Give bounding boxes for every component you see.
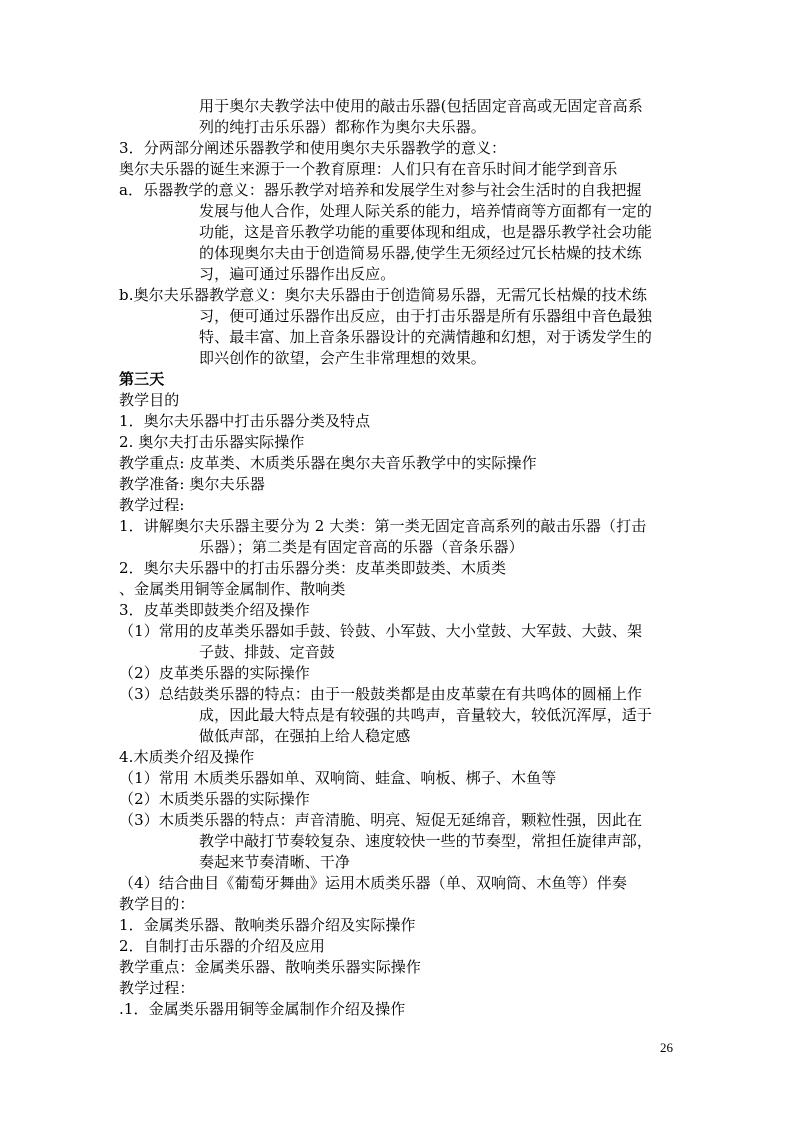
- text-line: 成，因此最大特点是有较强的共鸣声，音量较大，较低沉浑厚，适于: [199, 706, 653, 724]
- text-line: 特、最丰富、加上音条乐器设计的充满情趣和幻想，对于诱发学生的: [199, 328, 653, 346]
- text-line: 、金属类用铜等金属制作、散响类: [119, 580, 346, 598]
- text-line: a．乐器教学的意义：器乐教学对培养和发展学生对参与社会生活时的自我把握: [119, 181, 642, 199]
- text-line: 2．自制打击乐器的介绍及应用: [119, 937, 325, 955]
- text-line: 做低声部，在强拍上给人稳定感: [199, 727, 411, 745]
- text-line: 用于奥尔夫教学法中使用的敲击乐器(包括固定音高或无固定音高系: [199, 97, 643, 115]
- page-number: 26: [660, 1040, 673, 1055]
- text-line: b.奥尔夫乐器教学意义：奥尔夫乐器由于创造简易乐器，无需冗长枯燥的技术练: [119, 286, 647, 304]
- text-line: （2）木质类乐器的实际操作: [119, 790, 310, 808]
- text-line: 2．奥尔夫乐器中的打击乐器分类：皮革类即鼓类、木质类: [119, 559, 507, 577]
- text-line: （1）常用 木质类乐器如单、双响筒、蛙盒、响板、梆子、木鱼等: [119, 769, 557, 787]
- text-line: 3．皮革类即鼓类介绍及操作: [119, 601, 310, 619]
- text-line: 2. 奥尔夫打击乐器实际操作: [119, 433, 305, 451]
- text-line: （3）木质类乐器的特点：声音清脆、明亮、短促无延绵音，颗粒性强，因此在: [119, 811, 643, 829]
- text-line: 1．金属类乐器、散响类乐器介绍及实际操作: [119, 916, 416, 934]
- text-line: 教学目的：: [119, 895, 195, 913]
- text-line: 即兴创作的欲望，会产生非常理想的效果。: [199, 349, 486, 367]
- text-line: 教学过程:: [119, 496, 185, 514]
- text-line: 教学准备: 奥尔夫乐器: [119, 475, 265, 493]
- text-line: 教学中敲打节奏较复杂、速度较快一些的节奏型，常担任旋律声部，: [199, 832, 653, 850]
- text-line: 乐器）；第二类是有固定音高的乐器（音条乐器）: [199, 538, 524, 556]
- text-line: 列的纯打击乐乐器）都称作为奥尔夫乐器。: [199, 118, 486, 136]
- text-line: 发展与他人合作，处理人际关系的能力，培养情商等方面都有一定的: [199, 202, 653, 220]
- text-line: 习，便可通过乐器作出反应，由于打击乐器是所有乐器组中音色最独: [199, 307, 653, 325]
- text-line: 3．分两部分阐述乐器教学和使用奥尔夫乐器教学的意义：: [119, 139, 507, 157]
- text-line: 子鼓、排鼓、定音鼓: [199, 643, 335, 661]
- text-line: 1．讲解奥尔夫乐器主要分为 2 大类：第一类无固定音高系列的敲击乐器（打击: [119, 517, 647, 535]
- text-line: 教学重点：金属类乐器、散响类乐器实际操作: [119, 958, 422, 976]
- text-line: 习，遍可通过乐器作出反应。: [199, 265, 396, 283]
- text-line: 教学重点: 皮革类、木质类乐器在奥尔夫音乐教学中的实际操作: [119, 454, 537, 472]
- text-line: （1）常用的皮革类乐器如手鼓、铃鼓、小军鼓、大小堂鼓、大军鼓、大鼓、架: [119, 622, 643, 640]
- text-line: 奥尔夫乐器的诞生来源于一个教育原理：人们只有在音乐时间才能学到音乐: [119, 160, 618, 178]
- text-line: （3）总结鼓类乐器的特点：由于一般鼓类都是由皮革蒙在有共鸣体的圆桶上作: [119, 685, 643, 703]
- text-line: 奏起来节奏清晰、干净: [199, 853, 351, 871]
- text-line: .1．金属类乐器用铜等金属制作介绍及操作: [119, 1000, 406, 1018]
- text-line: （2）皮革类乐器的实际操作: [119, 664, 310, 682]
- text-line: 1．奥尔夫乐器中打击乐器分类及特点: [119, 412, 371, 430]
- text-line: 功能，这是音乐教学功能的重要体现和组成，也是器乐教学社会功能: [199, 223, 653, 241]
- text-line: 教学过程：: [119, 979, 195, 997]
- text-line: 的体现奥尔夫由于创造简易乐器,使学生无须经过冗长枯燥的技术练: [199, 244, 642, 262]
- text-line: （4）结合曲目《葡萄牙舞曲》运用木质类乐器（单、双响筒、木鱼等）伴奏: [119, 874, 627, 892]
- section-heading: 第三天: [119, 370, 165, 388]
- text-line: 教学目的: [119, 391, 180, 409]
- text-line: 4.木质类介绍及操作: [119, 748, 255, 766]
